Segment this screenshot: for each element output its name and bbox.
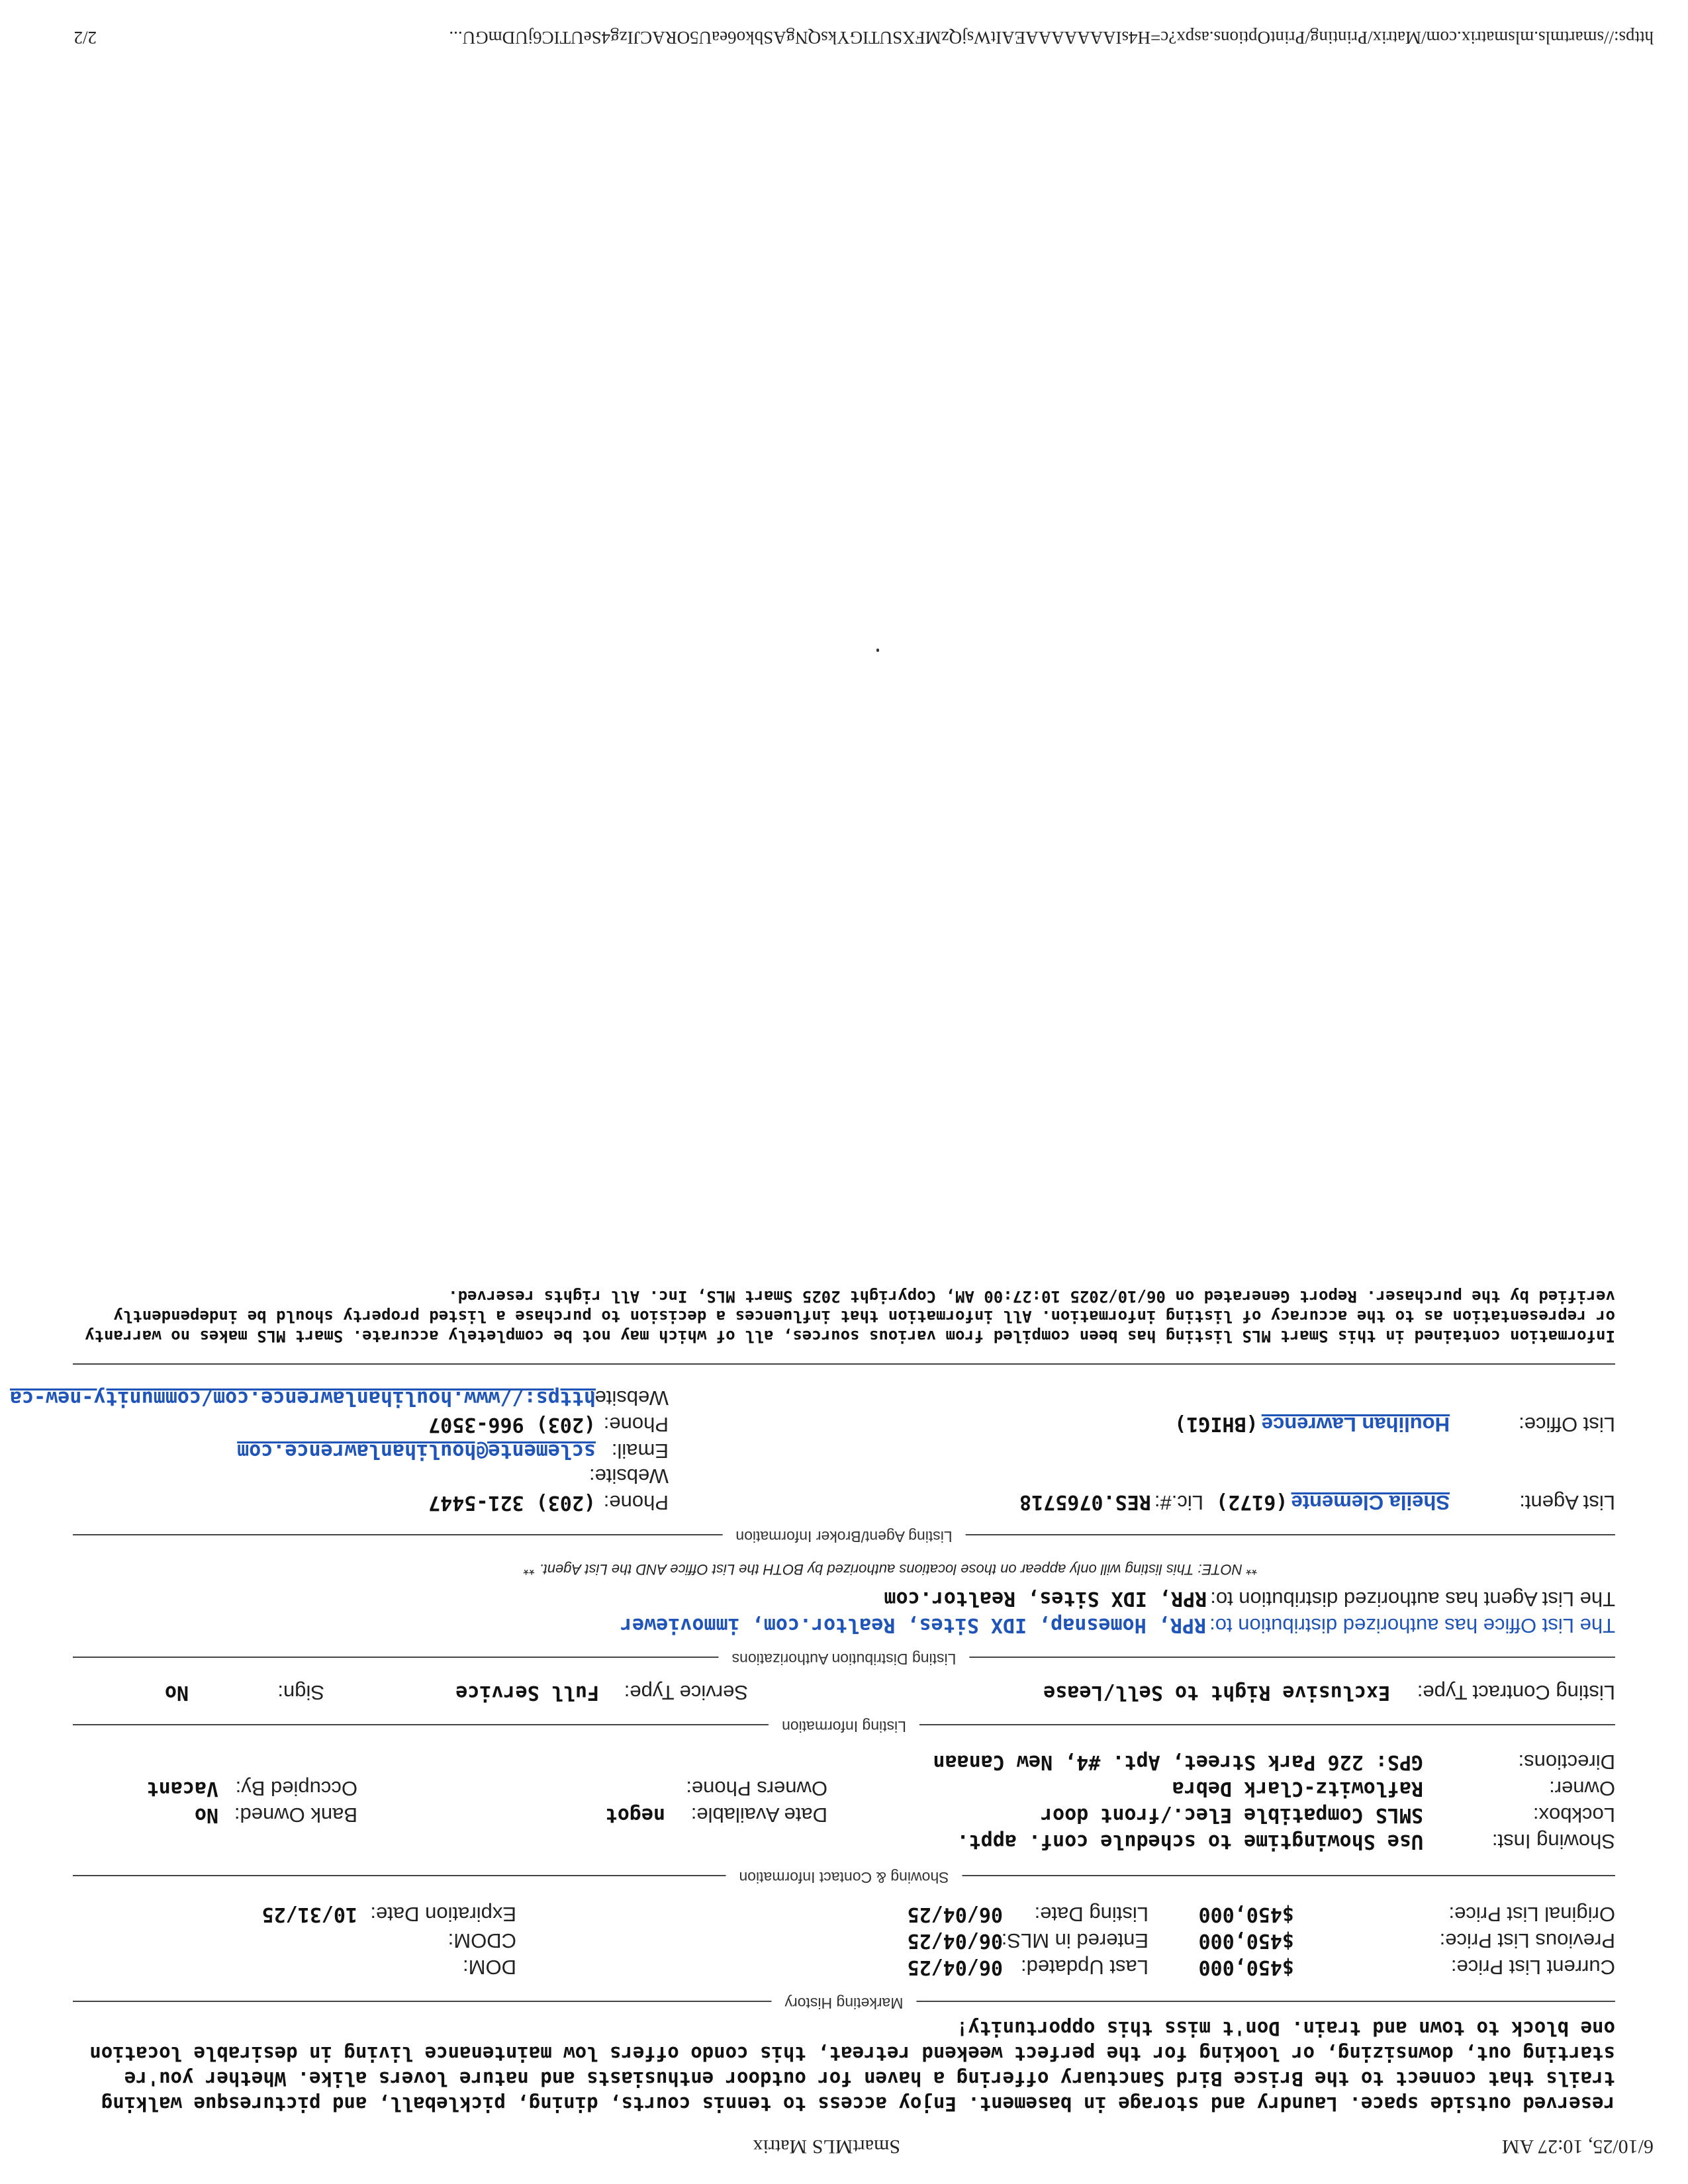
agent-email-link[interactable]: sclemente@houlihanlawrence.com: [237, 1439, 596, 1463]
date-available-value: negot: [605, 1803, 665, 1827]
entered-in-mls-value: 06/04/25: [907, 1929, 1003, 1952]
section-title: Marketing History: [772, 1994, 917, 2012]
expiration-date-value: 10/31/25: [261, 1903, 357, 1926]
office-name-link[interactable]: Houlihan Lawrence: [1261, 1413, 1450, 1436]
bank-owned-label: Bank Owned:: [234, 1803, 357, 1827]
directions-label: Directions:: [1518, 1751, 1615, 1774]
license-value: RES.0765718: [1019, 1490, 1151, 1514]
showing-contact-header: [73, 1866, 1615, 1886]
office-website-label: Website:: [588, 1387, 669, 1410]
distribution-header: [73, 1648, 1615, 1668]
showing-inst-value: Use Showingtime to schedule conf. appt.: [957, 1830, 1423, 1853]
agent-broker-header: [73, 1525, 1615, 1545]
agent-website-label: Website:: [588, 1465, 669, 1488]
office-website-link[interactable]: https://www.houlihanlawrence.com/community-new-ca: [9, 1387, 596, 1410]
print-url: https://smartmls.mlsmatrix.com/Matrix/Printing/PrintOptions.aspx?c=H4sIAAAAAAAEAItWsjQzMFXSUTIGYksQNgASbko6eaU5ORACJIzg4SeUTIC6jUDmGU...: [449, 28, 1654, 48]
listing-information-header: [73, 1715, 1615, 1735]
original-list-price-label: Original List Price:: [1448, 1903, 1615, 1926]
previous-list-price-value: $450,000: [1198, 1929, 1294, 1952]
office-distribution-line: [620, 1614, 1615, 1637]
section-title: Listing Information: [769, 1717, 919, 1735]
disclaimer-divider: [73, 1363, 1615, 1365]
list-agent-line: [1019, 1490, 1450, 1514]
list-office-line: [1174, 1412, 1450, 1436]
date-available-label: Date Available:: [690, 1803, 827, 1827]
owners-phone-label: Owners Phone:: [686, 1777, 827, 1800]
original-list-price-value: $450,000: [1198, 1903, 1294, 1926]
contract-type-value: Exclusive Right to Sell/Lease: [1043, 1681, 1390, 1704]
sign-label: Sign:: [277, 1681, 324, 1704]
scan-speck: [876, 649, 879, 652]
previous-list-price-label: Previous List Price:: [1439, 1929, 1615, 1952]
print-datetime: 6/10/25, 10:27 AM: [1501, 2136, 1654, 2158]
last-updated-label: Last Updated:: [1020, 1956, 1149, 1979]
listing-description: reserved outside space. Laundry and storage in basement. Enjoy access to tennis courts, dining, pickleball, and picturesque walking trails that connect to the Brisce Bird Sanctuary offering a haven for outdoor enthusiasts and nature lovers alike. Whether you're starting out, downsizing, or looking for the perfect weekend retreat, this condo offers low maintenance living in desirable location one block to town and train. Don't miss this opportunity!: [89, 2017, 1615, 2115]
license-label: Lic.#:: [1154, 1491, 1203, 1514]
agent-id: (6172): [1216, 1490, 1288, 1514]
office-distribution-value: RPR, Homesnap, IDX Sites, Realtor.com, immoviewer: [620, 1614, 1207, 1637]
occupied-by-label: Occupied By:: [235, 1777, 357, 1800]
agent-email-label: Email:: [611, 1439, 669, 1463]
agent-phone-value: (203) 321-5447: [428, 1491, 596, 1514]
lockbox-label: Lockbox:: [1532, 1803, 1615, 1827]
service-type-value: Full Service: [455, 1681, 599, 1704]
owner-value: Raflowitz-Clark Debra: [1172, 1777, 1423, 1800]
agent-distribution-line: [884, 1587, 1615, 1611]
directions-value: GPS: 226 Park Street, Apt. #4, New Canaan: [933, 1751, 1423, 1774]
last-updated-value: 06/04/25: [907, 1956, 1003, 1979]
marketing-history-header: [73, 1992, 1615, 2012]
cdom-label: CDOM:: [447, 1929, 516, 1952]
dom-label: DOM:: [463, 1956, 516, 1979]
current-list-price-value: $450,000: [1198, 1956, 1294, 1979]
office-id: (BHIG1): [1174, 1412, 1258, 1435]
entered-in-mls-label: Entered in MLS:: [1001, 1929, 1149, 1952]
print-page-number: 2/2: [73, 28, 97, 48]
listing-date-label: Listing Date:: [1034, 1903, 1149, 1926]
owner-label: Owner:: [1549, 1777, 1615, 1800]
office-phone-label: Phone:: [603, 1413, 669, 1436]
agent-distribution-label: The List Agent has authorized distribution to:: [1210, 1588, 1615, 1611]
service-type-label: Service Type:: [624, 1681, 748, 1704]
list-office-label: List Office:: [1519, 1413, 1615, 1436]
contract-type-label: Listing Contract Type:: [1417, 1681, 1615, 1704]
expiration-date-label: Expiration Date:: [370, 1903, 516, 1926]
current-list-price-label: Current List Price:: [1450, 1956, 1615, 1979]
listing-date-value: 06/04/25: [907, 1903, 1003, 1926]
list-agent-label: List Agent:: [1519, 1491, 1615, 1514]
print-app-title: SmartMLS Matrix: [753, 2136, 900, 2158]
distribution-note: ** NOTE: This listing will only appear on those locations authorized by BOTH the List Office AND the List Agent. **: [524, 1561, 1258, 1578]
disclaimer-text: Information contained in this Smart MLS listing has been compiled from various sources, all of which may not be completely accurate. Smart MLS makes no warranty or representation as to the accuracy of listing information. All information that influences a decision to purchase a listed property should be independently verified by the purchaser. Report Generated on 06/10/2025 10:27:00 AM, Copyright 2025 Smart MLS, Inc. All rights reserved.: [85, 1287, 1615, 1345]
office-distribution-label: The List Office has authorized distribution to:: [1209, 1614, 1615, 1637]
showing-inst-label: Showing Inst:: [1491, 1830, 1615, 1853]
office-phone-value: (203) 966-3507: [428, 1413, 596, 1436]
occupied-by-value: Vacant: [146, 1777, 218, 1800]
section-title: Listing Distribution Authorizations: [719, 1650, 970, 1668]
bank-owned-value: No: [194, 1803, 218, 1827]
lockbox-value: SMLS Compatible Elec./front door: [1041, 1803, 1423, 1827]
section-title: Listing Agent/Broker Information: [722, 1527, 965, 1545]
sign-value: No: [164, 1681, 189, 1704]
agent-phone-label: Phone:: [603, 1491, 669, 1514]
section-title: Showing & Contact Information: [726, 1868, 962, 1886]
agent-distribution-value: RPR, IDX Sites, Realtor.com: [884, 1587, 1207, 1610]
agent-name-link[interactable]: Sheila Clemente: [1291, 1491, 1450, 1514]
